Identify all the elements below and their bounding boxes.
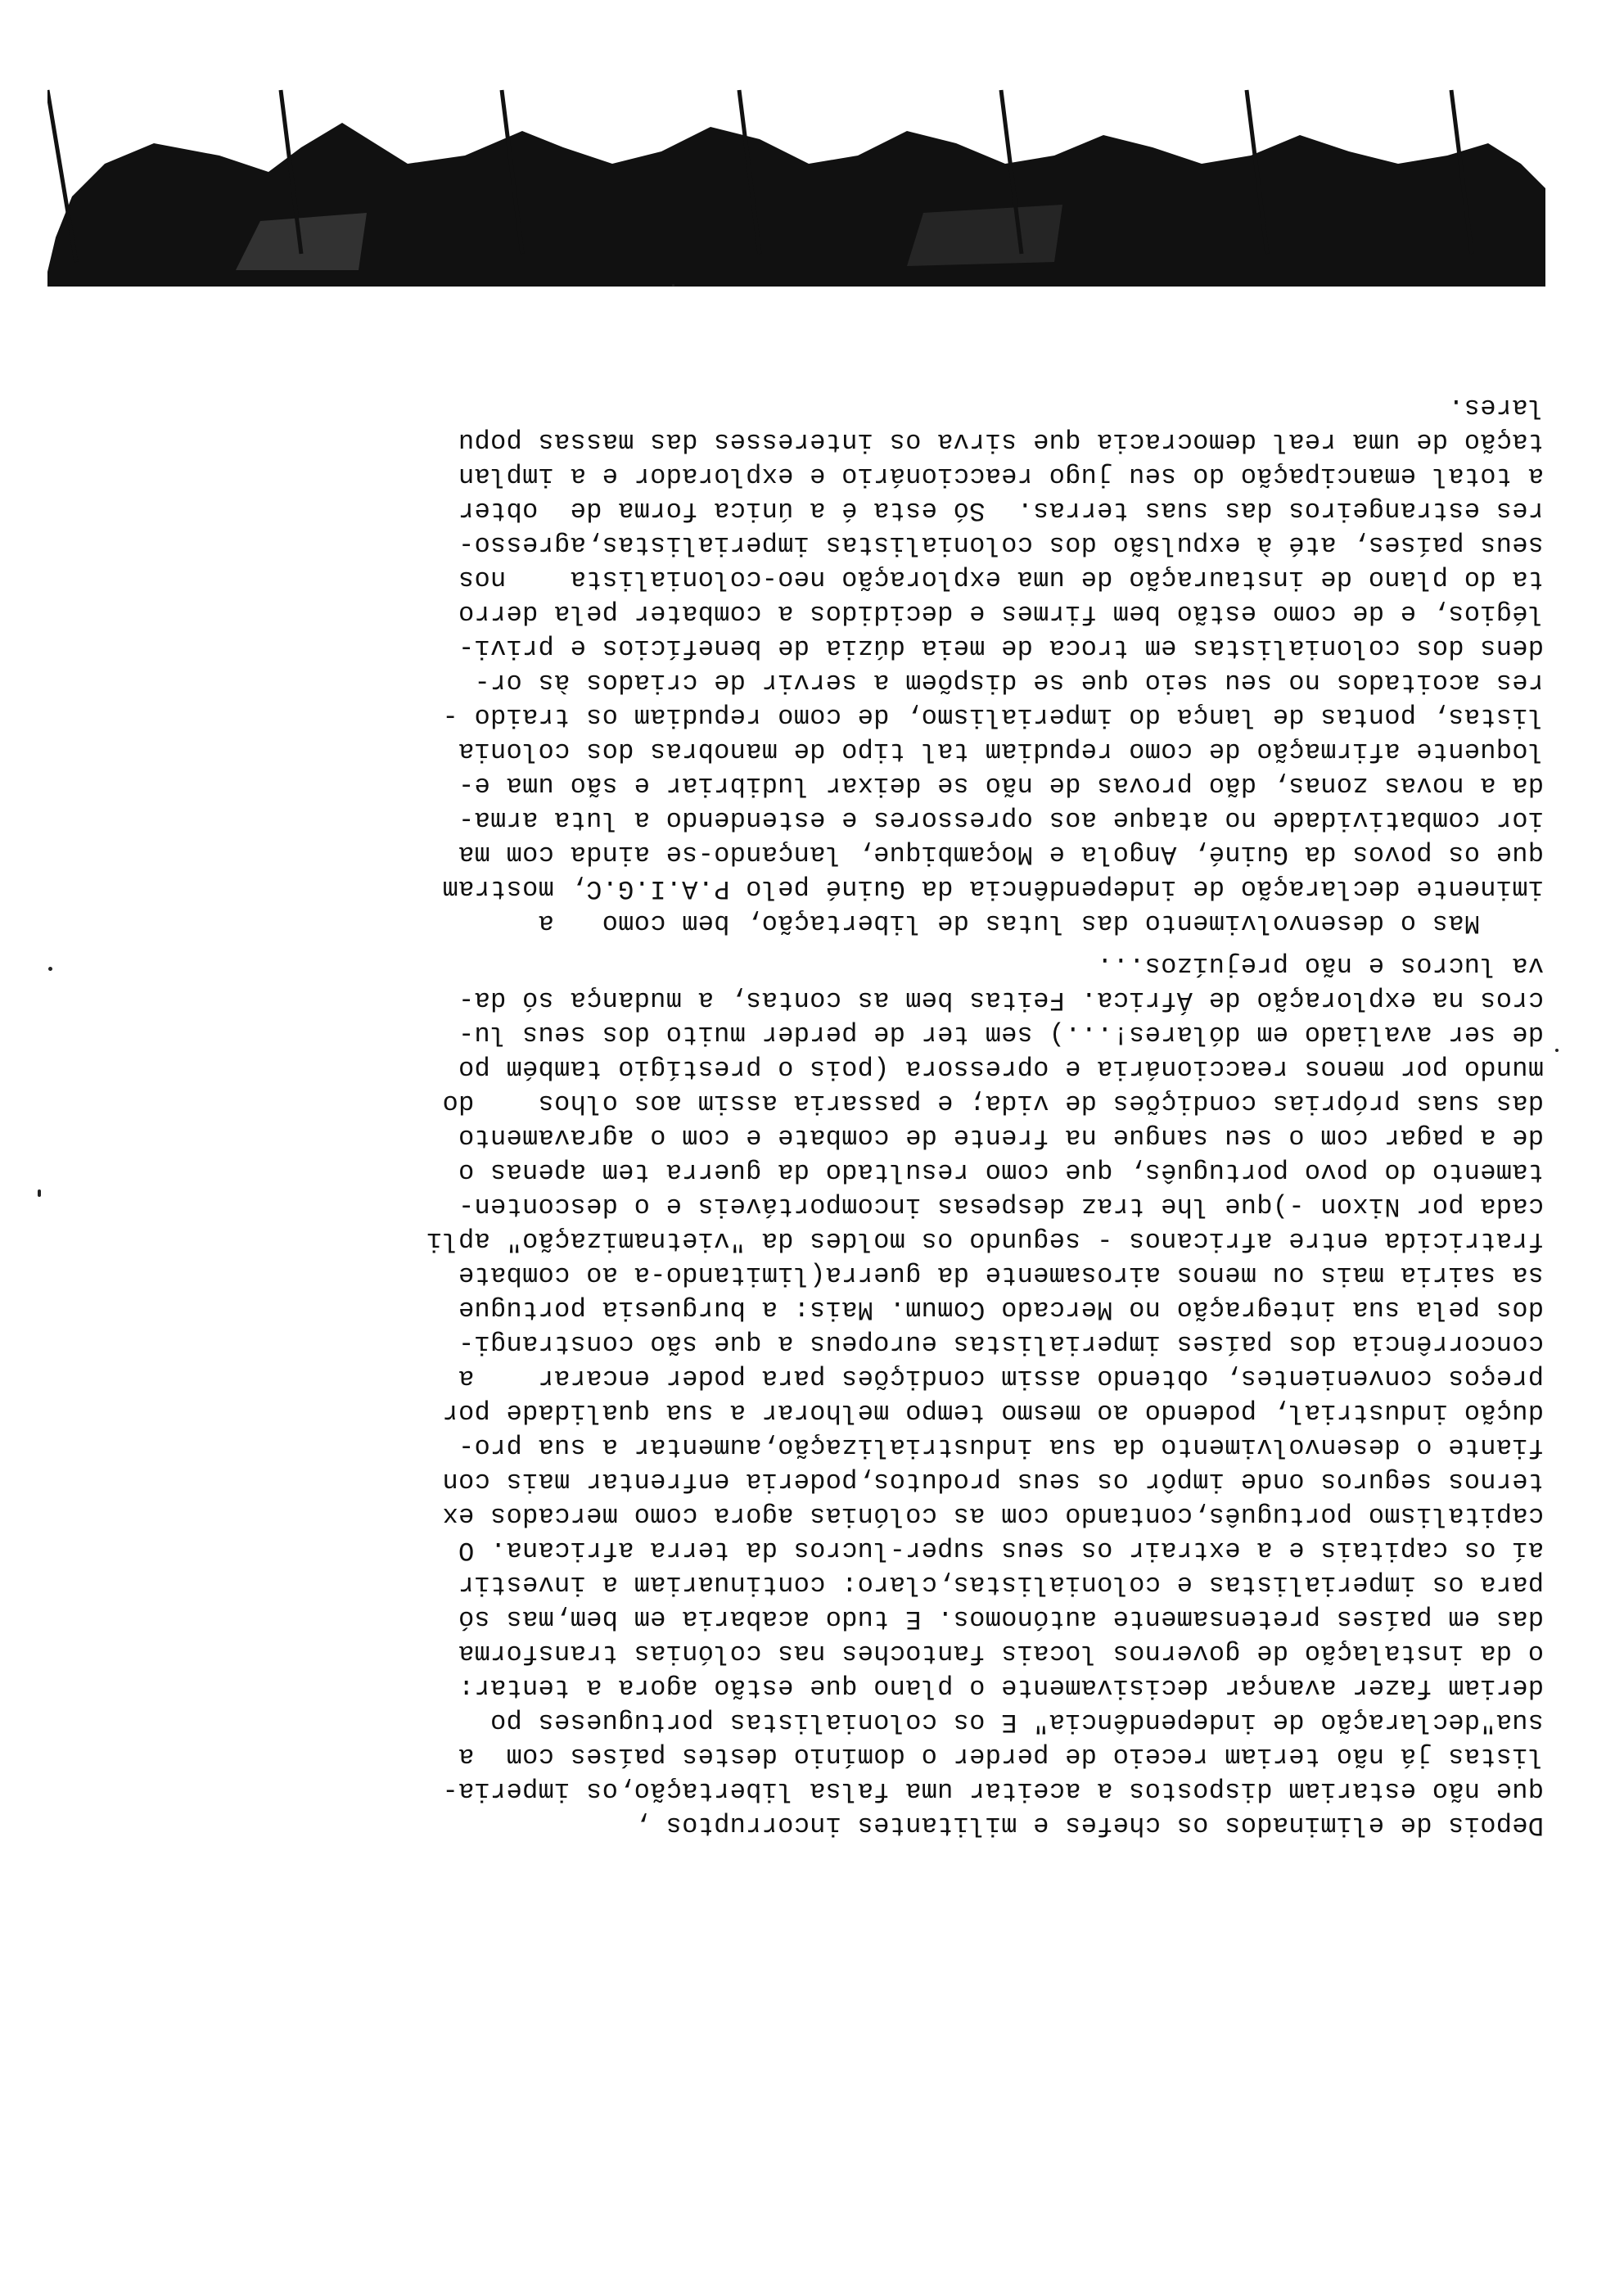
ink-speck (1555, 1049, 1559, 1052)
text-line: mundo por menos reaccionária e opressora (pois o prestígio também po (458, 1054, 1544, 1084)
text-line: da a novas zonas, dão provas de não se deixar ludibriar e são uma e- (458, 770, 1544, 801)
text-line: Mas o desenvolvimento das lutas de libertação, bem como a (538, 908, 1544, 938)
paragraph-1 (87, 948, 1544, 1842)
text-line: o da instalação de governos locais fantoches nas colónias transforma (458, 1638, 1544, 1668)
ink-speck (38, 1189, 41, 1197)
text-line: tação de uma real democracia que sirva os interesses das massas popu (458, 427, 1544, 457)
text-line: cada por Nixon -)que lhe traz despesas incomportáveis e o desconten- (458, 1191, 1544, 1221)
text-line: loquente afirmação de como repudiam tal tipo de manobras dos colonia (458, 736, 1544, 766)
text-line: das em países pretensamente autónomos. E tudo acabaria em bem,mas só (458, 1604, 1544, 1634)
text-line: sa sairia mais ou menos airosamente da guerra(limitando-a ao combate (458, 1260, 1544, 1290)
text-line: Depois de eliminados os chefes e militantes incorruptos , (634, 1810, 1544, 1840)
text-line: fratricida entre africanos - segundo os moldes da "vietnamização" apli (426, 1226, 1544, 1256)
text-line: cros na exploração de África. Feitas bem as contas, a mudança só da- (458, 985, 1544, 1015)
text-line: res acoitados no seu seio que se dispõem a servir de criados às or- (474, 667, 1544, 697)
ink-speck (48, 967, 52, 971)
text-line: res estrangeiros das suas terras. Só esta é a única forma de obter (458, 495, 1544, 526)
text-line: que os povos da Guiné, Angola e Moçambique, lançando-se ainda com ma (458, 839, 1544, 869)
text-line: das suas próprias condições de vida; e passaria assim aos olhos do (442, 1088, 1544, 1118)
text-line: a total emancipação do seu jugo reaccionário e explorador e a implan (458, 461, 1544, 491)
text-line: dos pela sua integração no Mercado Comum. Mais: a burguesia portugue (458, 1294, 1544, 1325)
text-line: que não estariam dispostos a aceitar uma falsa libertação,os imperia- (442, 1776, 1544, 1806)
text-line: fiante o desenvolvimento da sua industrialização,aumentar a sua pro- (458, 1432, 1544, 1462)
text-line: listas já não teriam receio de perder o domínio destes países com a (458, 1741, 1544, 1772)
text-line: de ser avaliado em dólares!...) sem ter de perder muito dos seus lu- (458, 1019, 1544, 1049)
text-line: seus países, até à expulsão dos colonialistas imperialistas,agresso- (458, 530, 1544, 560)
text-line: capitalismo português,contando com as colónias agora como mercados ex (442, 1501, 1544, 1531)
paragraph-2 (87, 390, 1544, 940)
flag-highlight (907, 205, 1062, 266)
text-line: listas, pontas de lança do imperialismo, de como repudiam os traido - (442, 702, 1544, 732)
ink-speck (672, 284, 674, 287)
text-line: va lucros e não prejuízos... (1096, 950, 1544, 981)
text-line: iminente declaração de independência da Guiné pelo P.A.I.G.C, mostram (442, 873, 1544, 904)
text-line: sua"declaração de independência" E os colonialistas portugueses po (489, 1707, 1544, 1737)
text-line: dução industrial, podendo ao mesmo tempo melhorar a sua qualidade por (442, 1397, 1544, 1428)
text-line: légios, e de como estão bem firmes e decididos a combater pela derro (458, 598, 1544, 629)
flags-banner-illustration (47, 86, 1545, 287)
text-line: dens dos colonialistas em troca de meia dúzia de benefícios e privi- (458, 633, 1544, 663)
text-line: tamento do povo português, que como resultado da guerra tem apenas o (458, 1157, 1544, 1187)
text-line: ternos seguros onde impôr os seus produtos,poderia enfrentar mais con (442, 1466, 1544, 1496)
text-line: deriam fazer avançar decisivamente o plano que estão agora a tentar: (458, 1672, 1544, 1703)
text-line: de a pagar com o seu sangue na frente de combate e com o agravamento (458, 1122, 1544, 1153)
text-line: aí os capitais e a extrair os seus super-lucros da terra africana. O (458, 1535, 1544, 1565)
text-line: ior combatividade no ataque aos opressores e estendendo a luta arma- (458, 805, 1544, 835)
text-line: ta do plano de instauração de uma exploração neo-colonialista nos (458, 564, 1544, 594)
text-line: lares. (1447, 392, 1544, 422)
text-line: preços convenientes, obtendo assim condições para poder encarar a (458, 1363, 1544, 1393)
text-line: concorrência dos países imperialistas europeus a que são constrangi- (458, 1329, 1544, 1359)
text-line: para os imperialistas e colonialistas,claro: continuariam a investir (458, 1569, 1544, 1600)
